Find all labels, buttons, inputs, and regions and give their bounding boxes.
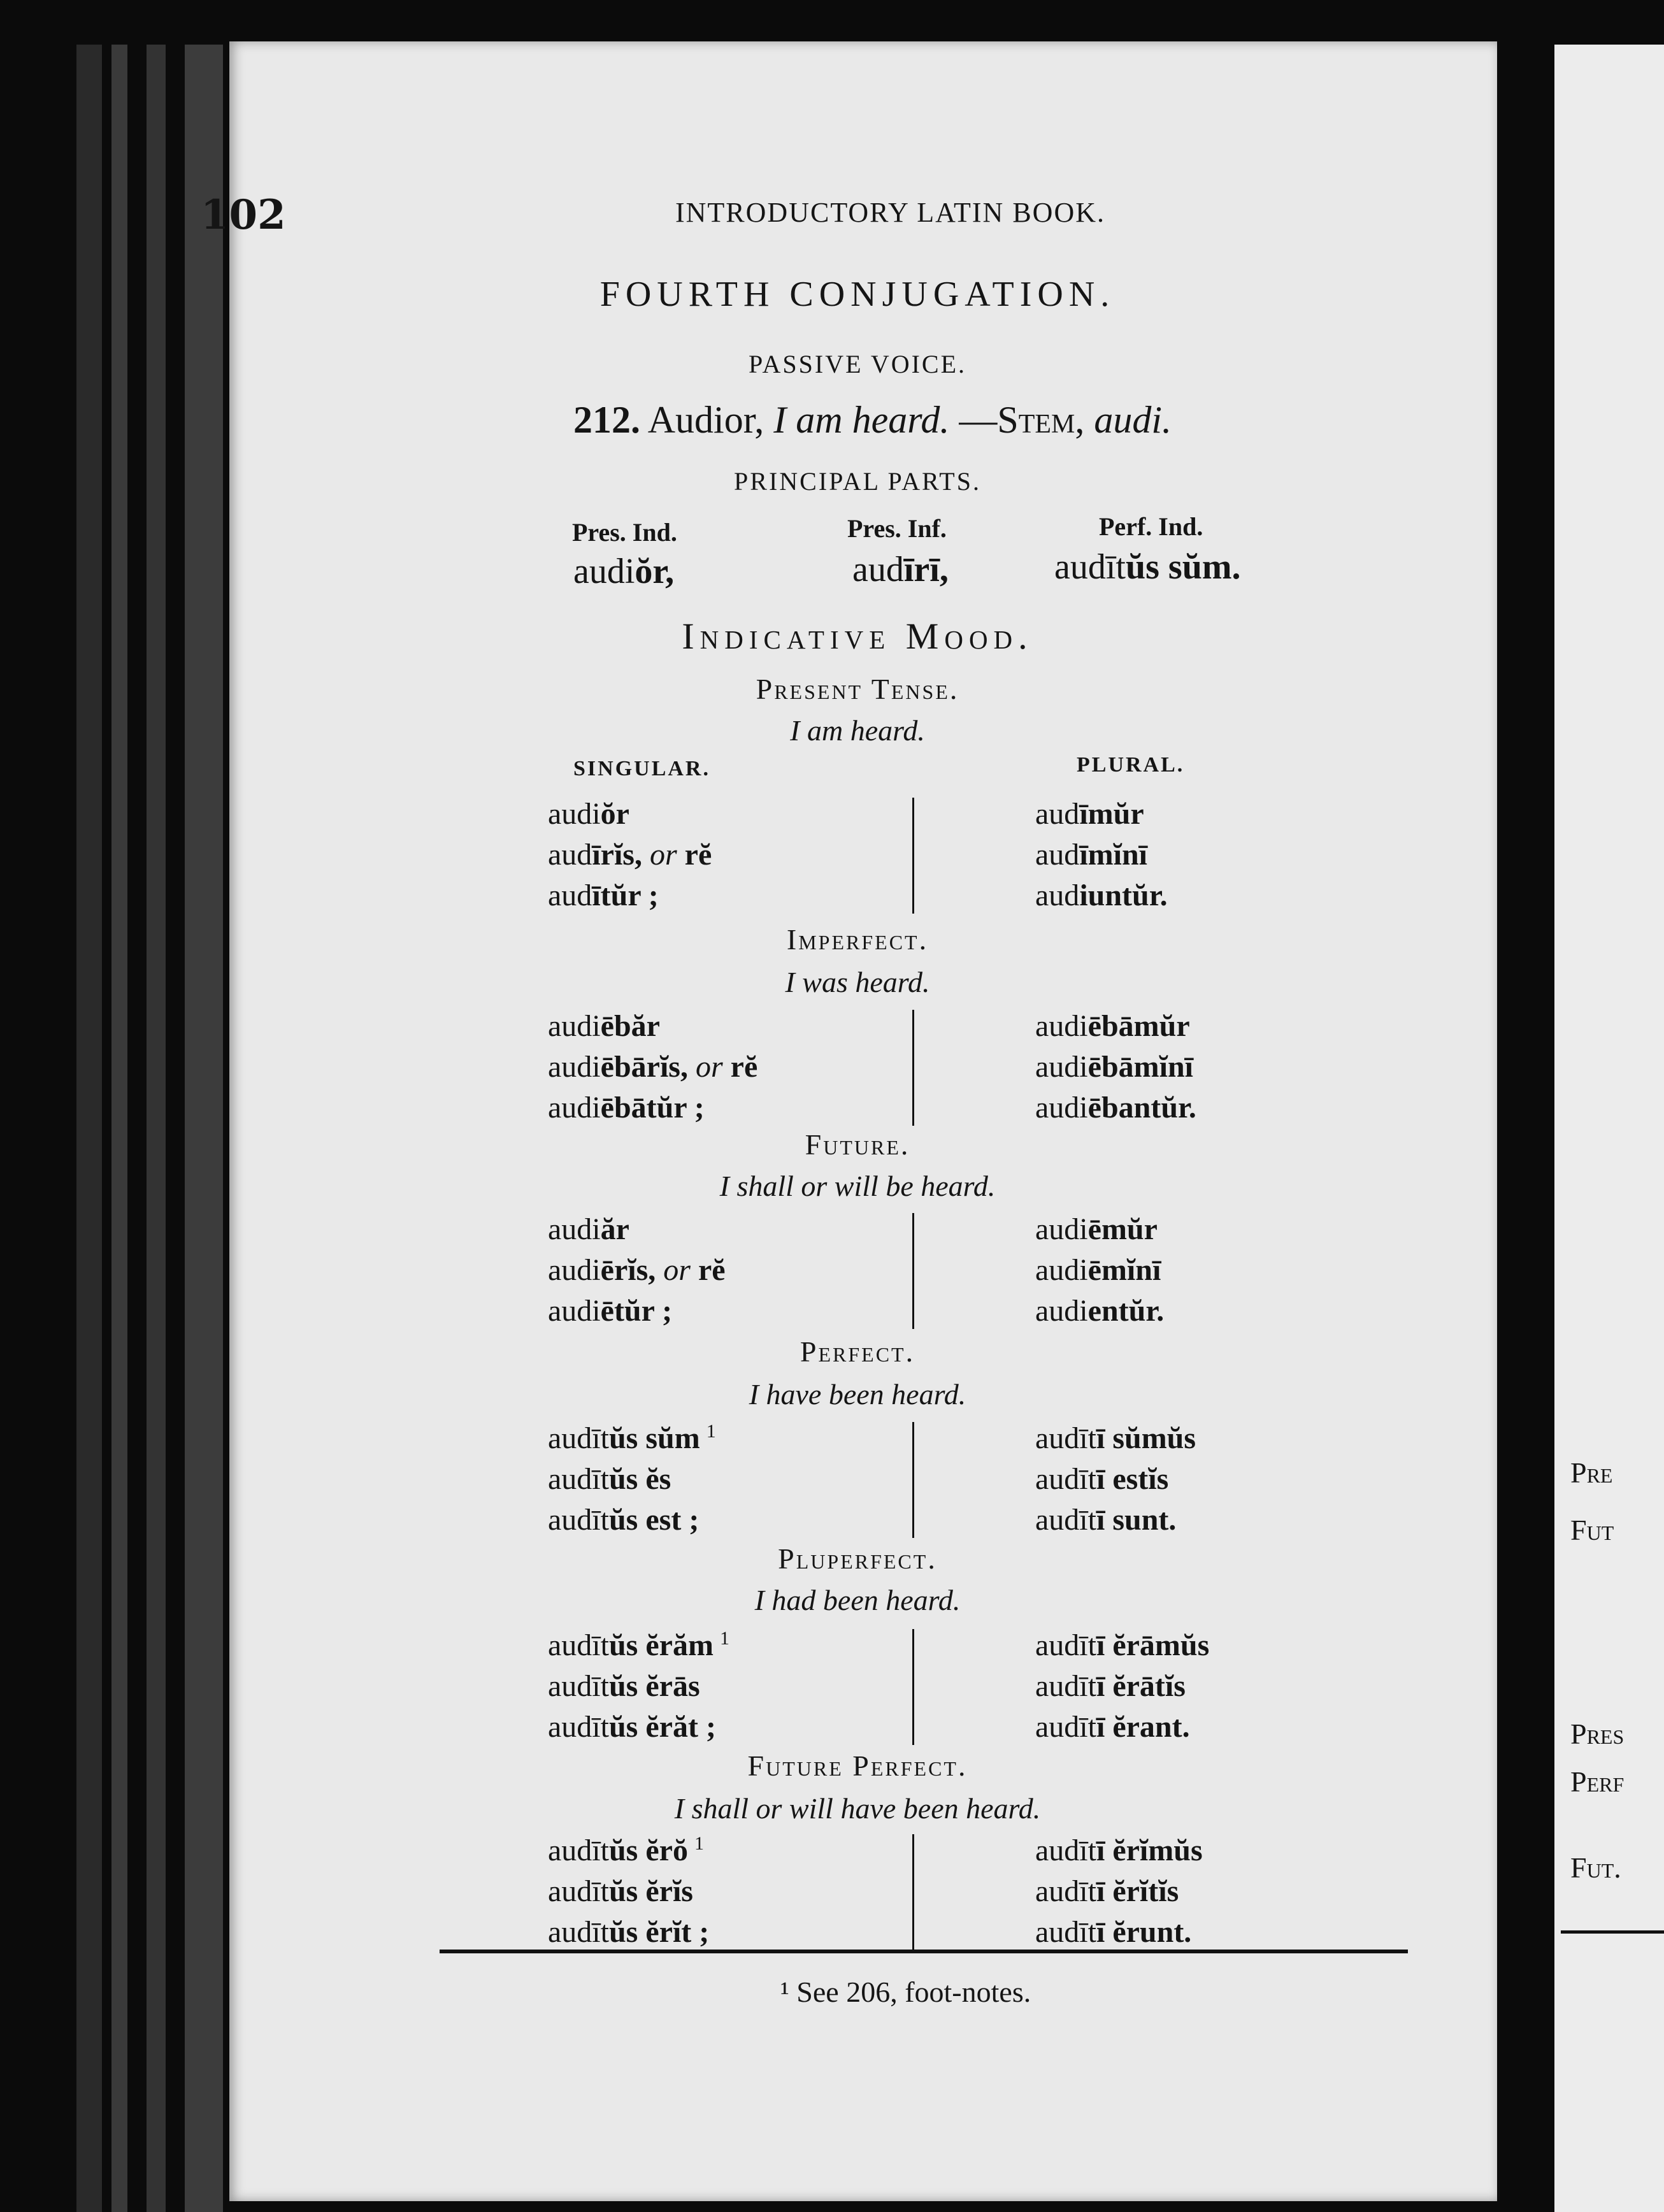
singular-form: audītŭs ĕrăt ; xyxy=(548,1710,716,1744)
tense-heading: Pluperfect. xyxy=(778,1542,937,1575)
singular-header: SINGULAR. xyxy=(573,757,710,780)
plural-form: audiēbantŭr. xyxy=(1035,1091,1196,1124)
principal-parts-heading: PRINCIPAL PARTS. xyxy=(734,467,981,496)
principal-part-label: Pres. Ind. xyxy=(572,518,677,547)
plural-form: audiēmĭnī xyxy=(1035,1253,1161,1287)
column-divider xyxy=(912,1010,914,1126)
running-head: INTRODUCTORY LATIN BOOK. xyxy=(675,197,1105,228)
singular-form: audītŭs ĕrās xyxy=(548,1669,700,1703)
singular-form: audītŭs est ; xyxy=(548,1503,699,1537)
tense-translation: I had been heard. xyxy=(754,1584,961,1616)
tense-translation: I have been heard. xyxy=(749,1378,966,1411)
plural-form: audīmĭnī xyxy=(1035,838,1147,872)
plural-form: audītī estĭs xyxy=(1035,1462,1169,1496)
plural-form: audītī ĕrant. xyxy=(1035,1710,1190,1744)
mood-heading: Indicative Mood. xyxy=(682,615,1033,657)
singular-form: audītŭs ĕrĭs xyxy=(548,1874,693,1908)
column-divider xyxy=(912,798,914,914)
section-verb: Audior, xyxy=(647,399,764,441)
plural-form: audītī sŭmŭs xyxy=(1035,1421,1196,1455)
facing-page-rule xyxy=(1561,1930,1664,1934)
section-meaning: I am heard. xyxy=(773,399,950,441)
plural-form: audiēbāmĭnī xyxy=(1035,1050,1193,1084)
column-divider xyxy=(912,1422,914,1538)
principal-part-form: audiŏr, xyxy=(573,552,675,591)
plural-form: audīmŭr xyxy=(1035,797,1144,831)
tense-heading: Future. xyxy=(805,1128,910,1161)
footnote-marker: 1 xyxy=(694,1833,704,1854)
plural-form: audītī ĕrātĭs xyxy=(1035,1669,1186,1703)
principal-part-label: Perf. Ind. xyxy=(1099,512,1203,541)
tense-translation: I am heard. xyxy=(790,714,925,747)
singular-form: audīrĭs, or rĕ xyxy=(548,838,712,872)
facing-page-fragment: Pres xyxy=(1570,1718,1625,1750)
principal-part-form: audīrī, xyxy=(852,550,949,589)
tense-heading: Imperfect. xyxy=(786,923,929,956)
singular-form: audiētŭr ; xyxy=(548,1294,673,1328)
tense-heading: Future Perfect. xyxy=(747,1749,968,1782)
principal-part-form: audītŭs sŭm. xyxy=(1054,547,1241,587)
column-divider xyxy=(912,1213,914,1329)
footnote-marker: 1 xyxy=(719,1628,729,1649)
column-divider xyxy=(912,1834,914,1950)
facing-page-fragment: Pre xyxy=(1570,1456,1613,1489)
singular-form: audītŭs ĕrăm $^1$ xyxy=(548,1628,729,1662)
column-divider xyxy=(912,1629,914,1745)
singular-form: audiŏr xyxy=(548,797,629,831)
section-heading xyxy=(573,398,1172,442)
section-number: 212. xyxy=(573,399,640,441)
stem-label: Stem, xyxy=(997,399,1085,441)
tense-translation: I shall or will have been heard. xyxy=(674,1792,1041,1825)
plural-form: audiuntŭr. xyxy=(1035,879,1168,912)
singular-form: audītŭs sŭm $^1$ xyxy=(548,1421,716,1455)
singular-form: audītŭs ĕrŏ $^1$ xyxy=(548,1833,704,1867)
singular-form: audītŭs ĕs xyxy=(548,1462,671,1496)
tense-heading: Present Tense. xyxy=(756,673,959,705)
singular-form: audiērĭs, or rĕ xyxy=(548,1253,726,1287)
voice-heading: PASSIVE VOICE. xyxy=(748,350,967,378)
conjugation-title: FOURTH CONJUGATION. xyxy=(599,275,1115,314)
plural-form: audientŭr. xyxy=(1035,1294,1165,1328)
tense-translation: I was heard. xyxy=(785,966,930,998)
footnote-marker: 1 xyxy=(706,1421,716,1442)
singular-form: audiăr xyxy=(548,1212,629,1246)
plural-form: audītī ĕrĭmŭs xyxy=(1035,1834,1203,1867)
page-number: 102 xyxy=(201,191,286,239)
footnote-rule xyxy=(440,1950,1408,1953)
facing-page-fragment: Fut xyxy=(1570,1514,1614,1546)
tense-heading: Perfect. xyxy=(800,1335,915,1368)
singular-form: audītŭr ; xyxy=(548,879,659,912)
plural-form: audītī ĕrĭtĭs xyxy=(1035,1874,1179,1908)
facing-page-fragment: Perf xyxy=(1570,1765,1625,1798)
singular-form: audiēbārĭs, or rĕ xyxy=(548,1050,758,1084)
principal-part-label: Pres. Inf. xyxy=(847,514,947,543)
plural-form: audītī ĕrunt. xyxy=(1035,1915,1192,1949)
stem-value: audi. xyxy=(1094,399,1172,441)
plural-header: PLURAL. xyxy=(1077,753,1185,777)
footnote: ¹ See 206, foot-notes. xyxy=(780,1976,1031,2008)
plural-form: audiēmŭr xyxy=(1035,1212,1158,1246)
singular-form: audītŭs ĕrĭt ; xyxy=(548,1915,710,1949)
section-dash: — xyxy=(959,399,998,441)
plural-form: audītī sunt. xyxy=(1035,1503,1177,1537)
plural-form: audiēbāmŭr xyxy=(1035,1009,1190,1043)
singular-form: audiēbăr xyxy=(548,1009,660,1043)
singular-form: audiēbātŭr ; xyxy=(548,1091,705,1124)
tense-translation: I shall or will be heard. xyxy=(719,1170,996,1202)
facing-page-fragment: Fut. xyxy=(1570,1851,1621,1884)
plural-form: audītī ĕrāmŭs xyxy=(1035,1628,1210,1662)
